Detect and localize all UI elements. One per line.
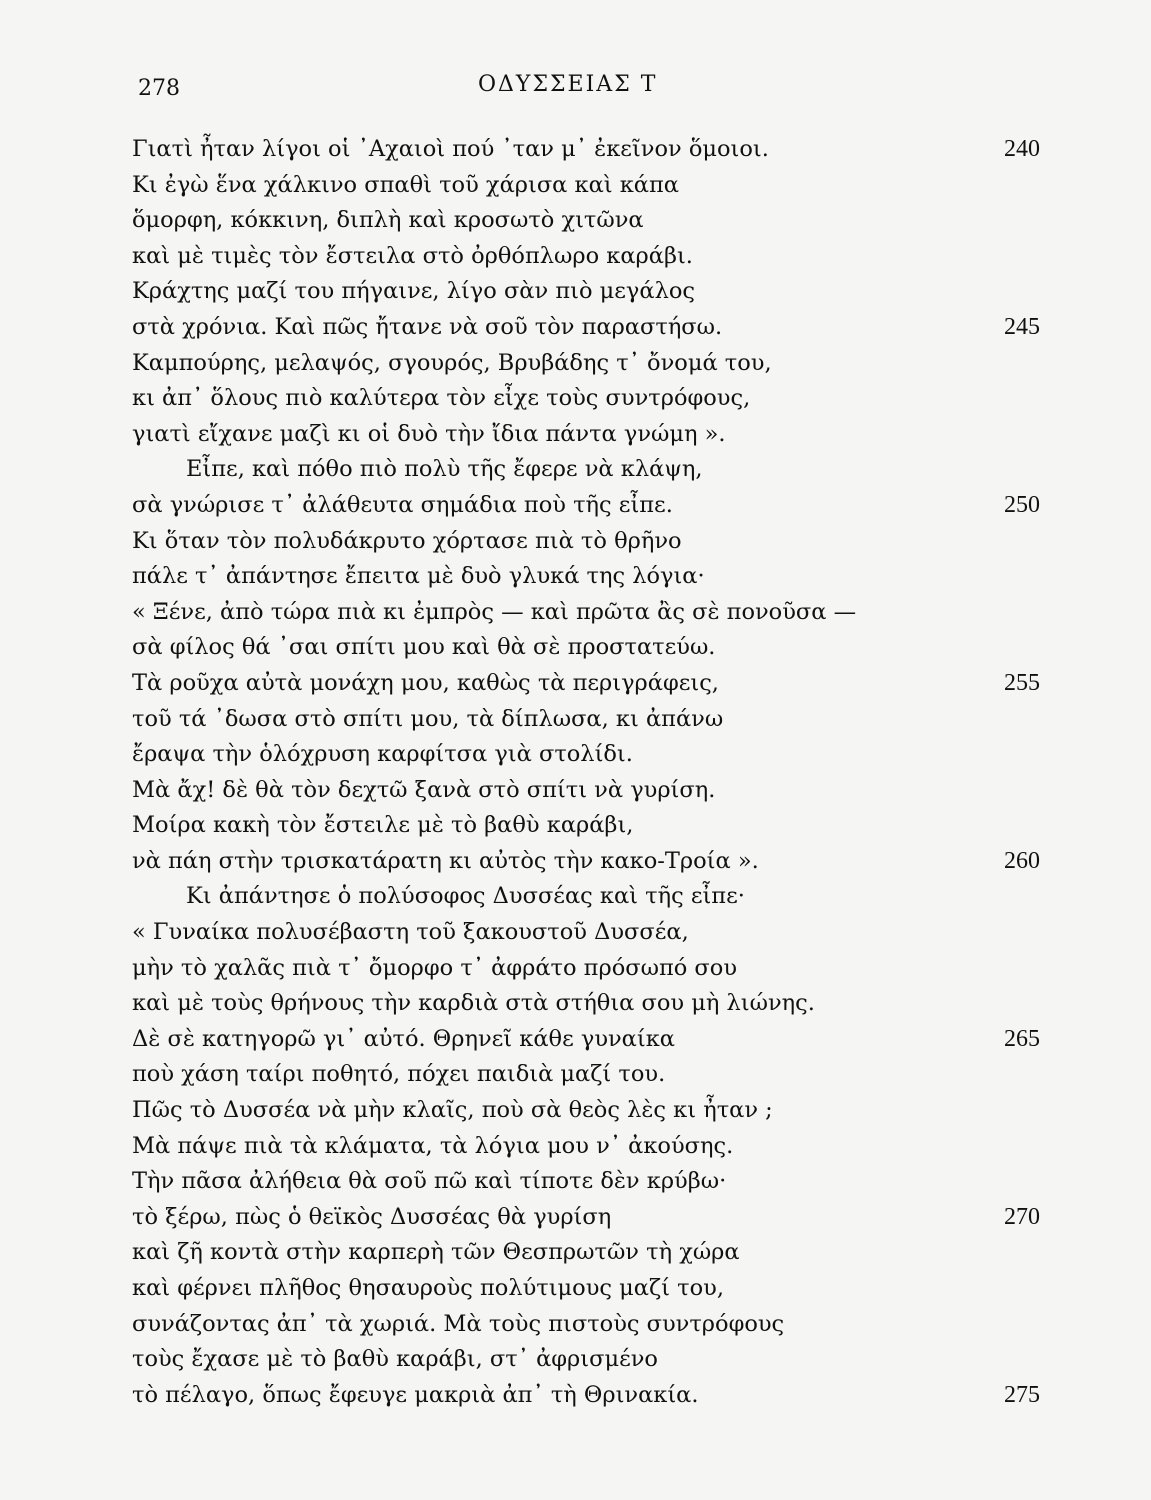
verse-line [0,381,1151,417]
verse-line [0,203,1151,239]
verse-text: Κράχτης μαζί του πήγαινε, λίγο σὰν πιὸ μεγάλος [132,278,695,305]
line-number: 255 [1004,669,1040,696]
verse-text: ὅμορφη, κόκκινη, διπλὴ καὶ κροσωτὸ χιτῶνα [132,207,644,234]
verse-text: Εἶπε, καὶ πόθο πιὸ πολὺ τῆς ἔφερε νὰ κλάψη, [186,456,703,483]
verse-line [0,132,1151,168]
verse-line [0,666,1151,702]
verse-text: « Γυναίκα πολυσέβαστη τοῦ ξακουστοῦ Δυσσέα, [132,919,689,946]
verse-text: γιατὶ εἴχανε μαζὶ κι οἱ δυὸ τὴν ἴδια πάντα γνώμη ». [132,420,726,447]
verse-text: πάλε τ᾿ ἀπάντησε ἔπειτα μὲ δυὸ γλυκά της λόγια· [132,563,705,590]
verse-text: Γιατὶ ἦταν λίγοι οἱ ᾿Αχαιοὶ πού ᾿ταν μ᾿ ἐκεῖνον ὅμοιοι. [132,136,769,162]
verse-text: Κι ἀπάντησε ὁ πολύσοφος Δυσσέας καὶ τῆς εἶπε· [186,883,745,910]
line-number: 275 [1004,1381,1040,1408]
verse-line [0,168,1151,204]
verse-line [0,1164,1151,1200]
verse-line [0,452,1151,488]
verse-line [0,1378,1151,1414]
verse-line [0,559,1151,595]
verse-line [0,1093,1151,1129]
verse-text: ποὺ χάση ταίρι ποθητό, πόχει παιδιὰ μαζί του. [132,1061,666,1088]
verse-text: « Ξένε, ἀπὸ τώρα πιὰ κι ἐμπρὸς — καὶ πρῶτα ἂς σὲ πονοῦσα — [132,598,857,625]
verse-line [0,488,1151,524]
verse-text: μὴν τὸ χαλᾶς πιὰ τ᾿ ὄμορφο τ᾿ ἀφράτο πρόσωπό σου [132,954,738,981]
verse-line [0,239,1151,275]
verse-line [0,737,1151,773]
verse-line [0,1307,1151,1343]
verse-text: καὶ μὲ τιμὲς τὸν ἔστειλα στὸ ὀρθόπλωρο καράβι. [132,242,693,269]
line-number: 240 [1004,136,1040,162]
verse-text: Τὰ ροῦχα αὐτὰ μονάχη μου, καθὼς τὰ περιγράφεις, [132,669,719,696]
verse-text: στὰ χρόνια. Καὶ πῶς ἤτανε νὰ σοῦ τὸν παραστήσω. [132,313,723,340]
verse-text: Δὲ σὲ κατηγορῶ γι᾿ αὐτό. Θρηνεῖ κάθε γυναίκα [132,1025,675,1052]
verse-line [0,346,1151,382]
verse-line [0,1342,1151,1378]
verse-line [0,524,1151,560]
line-number: 265 [1004,1025,1040,1052]
verse-line [0,808,1151,844]
verse-line [0,773,1151,809]
verse-line [0,1129,1151,1165]
verse-text: καὶ μὲ τοὺς θρήνους τὴν καρδιὰ στὰ στήθια σου μὴ λιώνης. [132,990,815,1017]
verse-text: τοὺς ἔχασε μὲ τὸ βαθὺ καράβι, στ᾿ ἀφρισμένο [132,1346,658,1373]
verse-text: τοῦ τά ᾿δωσα στὸ σπίτι μου, τὰ δίπλωσα, κι ἀπάνω [132,705,724,732]
line-number: 270 [1004,1203,1040,1230]
verse-line [0,1271,1151,1307]
verse-text: συνάζοντας ἀπ᾿ τὰ χωριά. Μὰ τοὺς πιστοὺς συντρόφους [132,1310,785,1337]
verse-text: Μὰ ἄχ! δὲ θὰ τὸν δεχτῶ ξανὰ στὸ σπίτι νὰ γυρίση. [132,776,716,803]
verse-line [0,1057,1151,1093]
verse-line [0,310,1151,346]
verse-text: Μοίρα κακὴ τὸν ἔστειλε μὲ τὸ βαθὺ καράβι, [132,812,634,839]
verse-text: καὶ φέρνει πλῆθος θησαυροὺς πολύτιμους μαζί του, [132,1275,724,1301]
verse-text: τὸ πέλαγο, ὅπως ἔφευγε μακριὰ ἀπ᾿ τὴ Θρινακία. [132,1381,699,1408]
line-number: 250 [1004,491,1040,518]
verse-text: Καμπούρης, μελαψός, σγουρός, Βρυβάδης τ᾿ ὄνομά του, [132,349,772,376]
verse-line [0,1022,1151,1058]
verse-line [0,702,1151,738]
verse-line [0,630,1151,666]
line-number: 245 [1004,313,1040,340]
running-title: ΟΔΥΣΣΕΙΑΣ Τ [478,72,658,97]
page-header [0,72,1151,112]
line-number: 260 [1004,847,1040,874]
verse-text: ἔραψα τὴν ὁλόχρυση καρφίτσα γιὰ στολίδι. [132,741,633,768]
verse-line [0,951,1151,987]
verse-text: Τὴν πᾶσα ἀλήθεια θὰ σοῦ πῶ καὶ τίποτε δὲν κρύβω· [132,1168,727,1195]
verse-line [0,274,1151,310]
verse-text: κι ἀπ᾿ ὅλους πιὸ καλύτερα τὸν εἶχε τοὺς συντρόφους, [132,385,751,412]
page-number: 278 [138,76,180,101]
verse-line [0,1200,1151,1236]
verse-text: νὰ πάη στὴν τρισκατάρατη κι αὐτὸς τὴν κακο-Τροία ». [132,847,759,874]
poem-body [0,132,1151,1413]
verse-text: Κι ἐγὼ ἕνα χάλκινο σπαθὶ τοῦ χάρισα καὶ κάπα [132,171,679,198]
verse-line [0,417,1151,453]
verse-text: Πῶς τὸ Δυσσέα νὰ μὴν κλαῖς, ποὺ σὰ θεὸς λὲς κι ἦταν ; [132,1097,773,1124]
verse-line [0,915,1151,951]
verse-line [0,879,1151,915]
verse-line [0,1235,1151,1271]
verse-text: σὰ γνώρισε τ᾿ ἀλάθευτα σημάδια ποὺ τῆς εἶπε. [132,491,673,518]
verse-text: καὶ ζῆ κοντὰ στὴν καρπερὴ τῶν Θεσπρωτῶν τὴ χώρα [132,1239,740,1266]
verse-text: σὰ φίλος θά ᾿σαι σπίτι μου καὶ θὰ σὲ προστατεύω. [132,634,716,661]
verse-text: Μὰ πάψε πιὰ τὰ κλάματα, τὰ λόγια μου ν᾿ ἀκούσης. [132,1132,734,1159]
verse-text: Κι ὅταν τὸν πολυδάκρυτο χόρτασε πιὰ τὸ θρῆνο [132,527,682,554]
verse-line [0,844,1151,880]
verse-line [0,986,1151,1022]
verse-line [0,595,1151,631]
verse-text: τὸ ξέρω, πὼς ὁ θεϊκὸς Δυσσέας θὰ γυρίση [132,1203,612,1230]
